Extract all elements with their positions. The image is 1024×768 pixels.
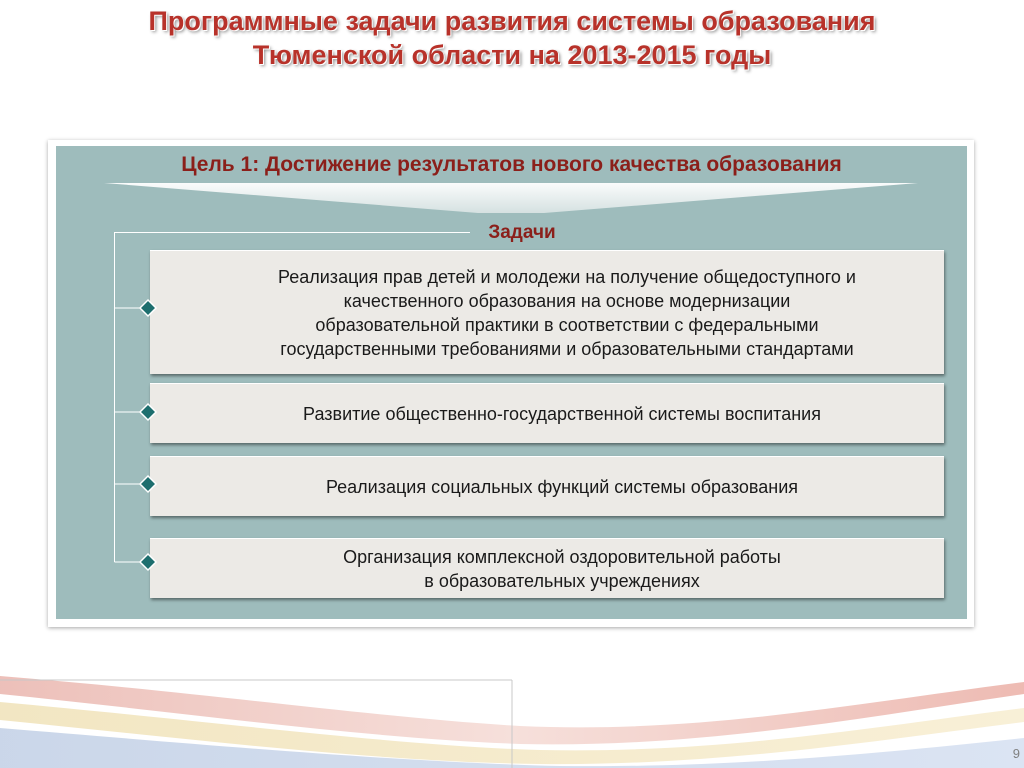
diamond-bullet-icon xyxy=(139,299,157,317)
page-number: 9 xyxy=(1012,746,1020,761)
diamond-bullet-icon xyxy=(139,403,157,421)
diamond-bullet-icon xyxy=(139,553,157,571)
task-text-2: Развитие общественно-государственной системы воспитания xyxy=(303,403,821,424)
task-text-1: Реализация прав детей и молодежи на получение общедоступного и качественного образования на основе модернизации образовательной практики в соответствии с федеральными государственными требованиями и образовательными стандартами xyxy=(278,266,856,359)
task-item-1 xyxy=(150,250,944,374)
decorative-wave-band xyxy=(0,668,1024,768)
task-text-3: Реализация социальных функций системы образования xyxy=(325,476,799,497)
task-item-3 xyxy=(150,456,944,516)
task-item-4 xyxy=(150,538,944,598)
slide-title-line-2: Тюменской области на 2013-2015 годы xyxy=(252,40,772,70)
task-text-4: Организация комплексной оздоровительной работы в образовательных учреждениях xyxy=(343,546,781,591)
tasks-heading: Задачи xyxy=(488,222,556,243)
task-item-2 xyxy=(150,383,944,443)
diamond-bullet-icon xyxy=(139,475,157,493)
slide-title xyxy=(0,4,1024,72)
goal-arrow-icon xyxy=(104,183,918,213)
goal-heading: Цель 1: Достижение результатов нового качества образования xyxy=(181,153,842,176)
slide-title-line-1: Программные задачи развития системы образования xyxy=(148,6,876,36)
